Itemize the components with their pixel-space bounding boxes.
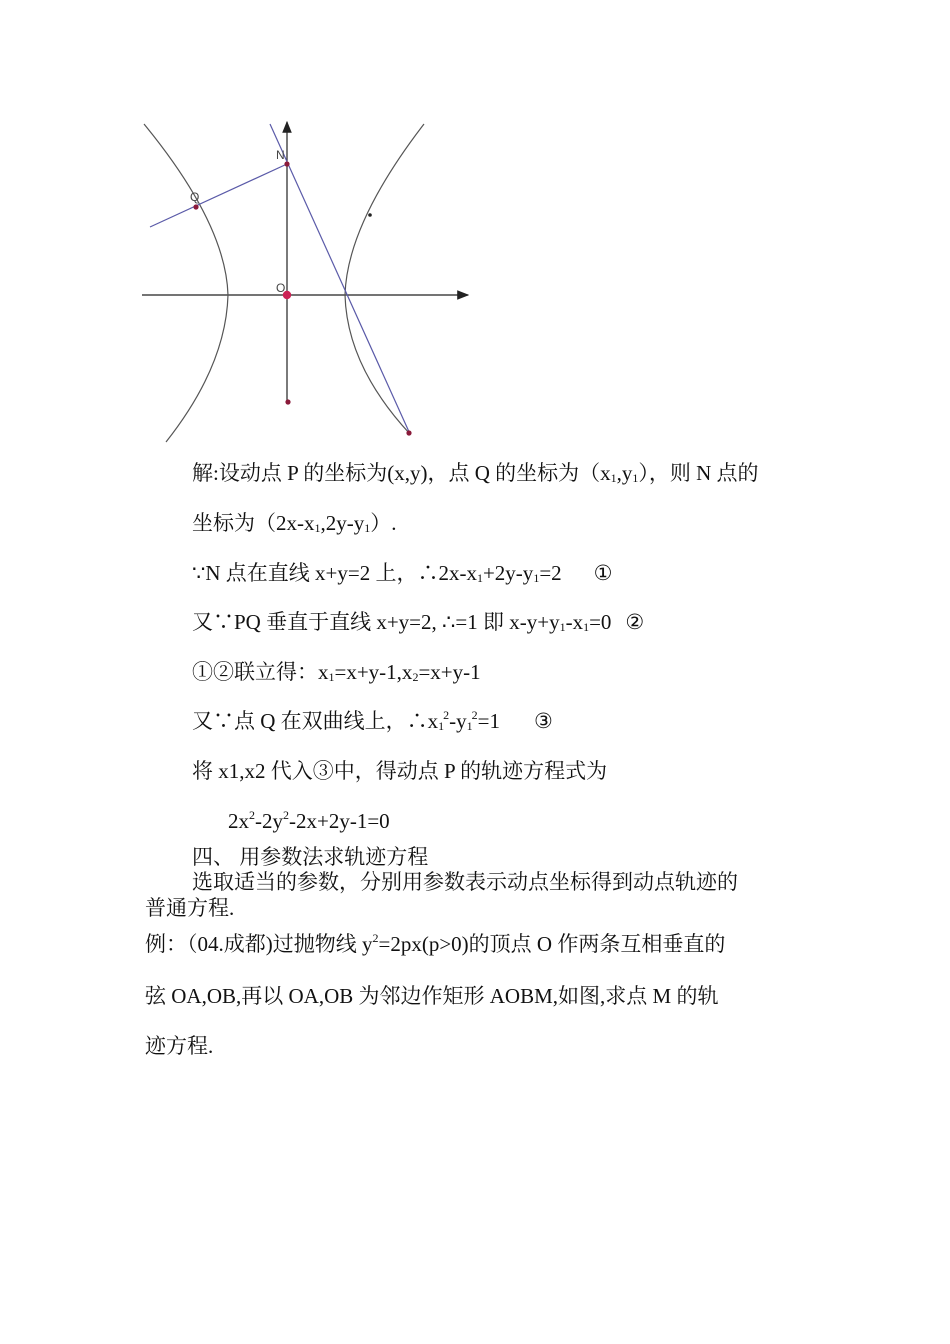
text-seg: =x+y-1,x [334,660,413,684]
text-seg: 又∵PQ 垂直于直线 x+y=2, ∴=1 即 x-y+y [192,610,560,634]
text-seg: =1 [477,709,501,733]
equation-marker-2: ② [625,610,645,634]
text-seg: 例：（04.成都)过抛物线 y [145,932,373,956]
text-seg: 普通方程. [145,896,235,920]
example-line-3 [145,1036,213,1057]
subscript: 1 [364,521,371,535]
text-seg: ,2y-y [320,511,365,535]
superscript: 2 [283,808,289,822]
text-seg: 弦 OA,OB,再以 OA,OB 为邻边作矩形 AOBM,如图,求点 M 的轨 [145,984,719,1008]
point-bottom-right [406,430,411,435]
subscript: 1 [533,571,540,585]
text-seg: -x [565,610,584,634]
text-seg: 解:设动点 P 的坐标为(x,y)，点 Q 的坐标为（x [192,461,611,485]
text-seg: ）. [370,511,397,535]
line-through-n [270,124,410,434]
equation-marker-3: ③ [534,709,553,733]
solution-result-equation [228,808,390,833]
text-seg: -2y [255,809,283,833]
text-seg: 迹方程. [145,1034,214,1058]
solution-line-3 [192,563,612,584]
text-seg: 四、 用参数法求轨迹方程 [192,845,429,869]
example-line-1 [145,931,726,956]
text-seg: 又∵点 Q 在双曲线上，∴x [192,709,439,733]
superscript: 2 [443,708,450,722]
section-description-2 [145,898,234,919]
subscript: 1 [559,620,566,634]
subscript: 1 [610,471,617,485]
section-heading [192,847,428,868]
subscript: 1 [314,521,321,535]
solution-line-5 [192,662,481,683]
hyperbola-figure [130,112,480,447]
text-seg: ∵N 点在直线 x+y=2 上，∴2x-x [192,561,477,585]
point-lower [285,399,290,404]
label-o: O [276,281,286,295]
solution-line-6 [192,708,553,733]
subscript: 1 [438,719,445,733]
solution-line-7 [192,761,607,782]
subscript: 1 [583,620,590,634]
text-seg: 将 x1,x2 代入③中，得动点 P 的轨迹方程式为 [192,759,608,783]
subscript: 2 [412,670,419,684]
subscript: 1 [328,670,335,684]
text-seg: 坐标为（2x-x [192,511,315,535]
example-line-2 [145,986,718,1007]
subscript: 1 [476,571,483,585]
superscript: 2 [249,808,255,822]
text-seg: -2x+2y-1=0 [289,809,390,833]
text-seg: +2y-y [482,561,534,585]
point-q [193,204,198,209]
label-q: Q [190,190,200,204]
segment-qn [150,164,287,227]
point-n [284,161,289,166]
subscript: 1 [632,471,639,485]
solution-line-2 [192,513,397,534]
solution-line-4 [192,612,644,633]
superscript: 2 [372,931,379,945]
text-seg: ），则 N 点的 [638,461,759,485]
superscript: 2 [471,708,478,722]
point-on-branch [368,213,372,217]
subscript: 1 [466,719,473,733]
text-seg: ①②联立得：x [192,660,329,684]
text-seg: =x+y-1 [418,660,481,684]
text-seg: =2 [539,561,562,585]
section-description-1 [192,872,738,893]
label-n: N [276,148,285,162]
text-seg: =0 [589,610,612,634]
hyperbola-right-branch [345,124,424,434]
text-seg: 2x [228,809,249,833]
equation-marker-1: ① [593,561,613,585]
text-seg: =2px(p>0)的顶点 O 作两条互相垂直的 [378,932,726,956]
hyperbola-left-branch [144,124,228,442]
text-seg: ,y [616,461,633,485]
text-seg: -y [449,709,467,733]
solution-line-1 [192,463,759,484]
text-seg: 选取适当的参数，分别用参数表示动点坐标得到动点轨迹的 [192,870,738,894]
